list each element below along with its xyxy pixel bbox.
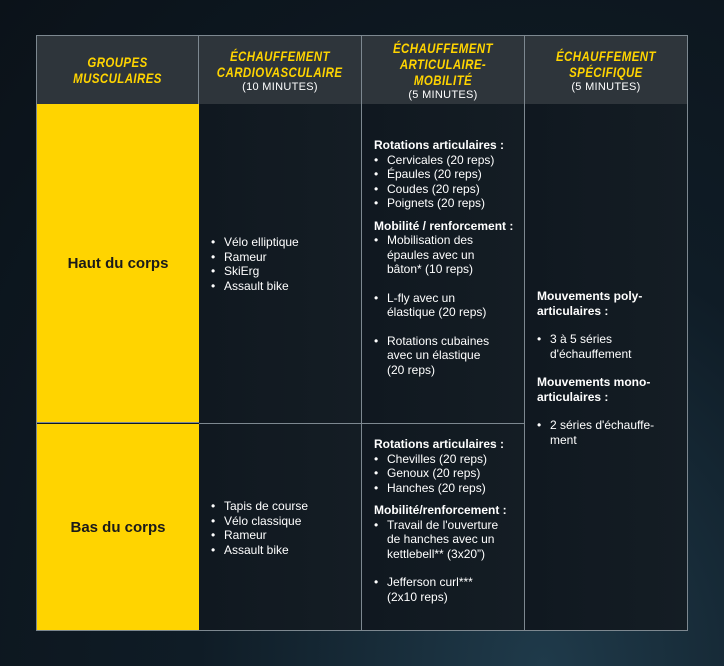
upper-cardio-list	[211, 235, 359, 293]
list-item: • Hanches (20 reps)	[374, 481, 524, 496]
header-cardio-duration: (10 MINUTES)	[242, 80, 318, 93]
list-item-line: L-fly avec un	[387, 290, 456, 305]
list-item-line: (2x10 reps)	[387, 589, 448, 604]
list-item-line: d'échauffement	[550, 346, 632, 361]
header-specific-duration: (5 MINUTES)	[571, 80, 641, 93]
list-item	[374, 334, 524, 378]
list-item-line: Mobilisation des	[387, 233, 474, 247]
list-item-line: (20 reps)	[387, 362, 436, 377]
poly-list	[537, 332, 682, 361]
lower-rotations-list	[374, 452, 524, 496]
lower-cardio-list	[211, 499, 359, 557]
list-item-line: Jefferson curl***	[387, 575, 473, 589]
list-item-line: épaules avec un	[387, 247, 475, 262]
lower-mobility-list	[374, 518, 524, 605]
header-mobility-title-2: ARTICULAIRE-MOBILITÉ	[399, 55, 487, 88]
list-item: • Cervicales (20 reps)	[374, 153, 524, 168]
list-item: • Tapis de course	[211, 499, 359, 514]
header-specific-title-1: ÉCHAUFFEMENT	[556, 47, 656, 64]
list-item	[374, 291, 524, 320]
poly-title	[537, 289, 682, 318]
list-item-line: Travail de l'ouverture	[387, 517, 499, 532]
list-item: • Coudes (20 reps)	[374, 182, 524, 197]
lower-rotations-title: Rotations articulaires :	[374, 437, 505, 451]
poly-title-line: articulaires :	[537, 303, 609, 318]
header-mobility-duration: (5 MINUTES)	[408, 88, 478, 101]
list-item	[537, 332, 682, 361]
group-lower-body: Bas du corps	[37, 424, 199, 630]
lower-mobility-block	[374, 437, 524, 604]
mono-title	[537, 375, 682, 404]
list-item: • Vélo elliptique	[211, 235, 359, 250]
header-muscle-groups-title: GROUPES MUSCULAIRES	[73, 54, 162, 86]
lower-mobility-title: Mobilité/renforcement :	[374, 503, 507, 517]
list-item-line: élastique (20 reps)	[387, 305, 487, 319]
list-item	[374, 233, 524, 277]
list-item	[374, 575, 524, 604]
list-item-line: bâton* (10 reps)	[387, 262, 474, 276]
list-item: • Rameur	[211, 528, 359, 543]
list-item: • Vélo classique	[211, 514, 359, 529]
list-item: • Assault bike	[211, 543, 359, 558]
specific-block	[537, 289, 682, 447]
header-muscle-groups	[37, 36, 199, 104]
group-upper-body: Haut du corps	[37, 104, 199, 423]
mono-title-line: articulaires :	[537, 389, 609, 404]
list-item-line: 3 à 5 séries	[550, 332, 613, 346]
list-item: • Rameur	[211, 250, 359, 265]
header-mobility-title-1: ÉCHAUFFEMENT	[393, 39, 493, 56]
list-item	[537, 418, 682, 447]
header-cardio-title-2: CARDIOVASCULAIRE	[217, 63, 343, 80]
list-item: • Assault bike	[211, 279, 359, 294]
list-item-line: 2 séries d'échauffe-	[550, 418, 655, 432]
header-specific-title-2: SPÉCIFIQUE	[569, 63, 643, 80]
list-item: • Genoux (20 reps)	[374, 466, 524, 481]
header-cardio	[199, 36, 362, 104]
upper-mobility-title: Mobilité / renforcement :	[374, 218, 514, 233]
upper-mobility-list	[374, 233, 524, 377]
poly-title-line: Mouvements poly-	[537, 289, 643, 303]
table-header	[37, 36, 687, 105]
list-item: • SkiErg	[211, 264, 359, 279]
upper-mobility-block	[374, 138, 524, 377]
header-mobility	[362, 36, 525, 104]
warmup-table	[36, 35, 688, 631]
list-item-line: avec un élastique	[387, 348, 481, 362]
upper-rotations-list	[374, 153, 524, 211]
list-item: • Chevilles (20 reps)	[374, 452, 524, 467]
header-cardio-title-1: ÉCHAUFFEMENT	[230, 47, 330, 64]
list-item	[374, 518, 524, 562]
header-specific	[525, 36, 687, 104]
mono-list	[537, 418, 682, 447]
list-item-line: ment	[550, 432, 577, 447]
row-divider	[199, 423, 525, 424]
list-item-line: Rotations cubaines	[387, 333, 490, 348]
list-item: • Poignets (20 reps)	[374, 196, 524, 211]
mono-title-line: Mouvements mono-	[537, 375, 651, 389]
list-item: • Épaules (20 reps)	[374, 167, 524, 182]
list-item-line: kettlebell** (3x20”)	[387, 546, 486, 561]
upper-rotations-title: Rotations articulaires :	[374, 138, 505, 152]
list-item-line: de hanches avec un	[387, 532, 495, 546]
